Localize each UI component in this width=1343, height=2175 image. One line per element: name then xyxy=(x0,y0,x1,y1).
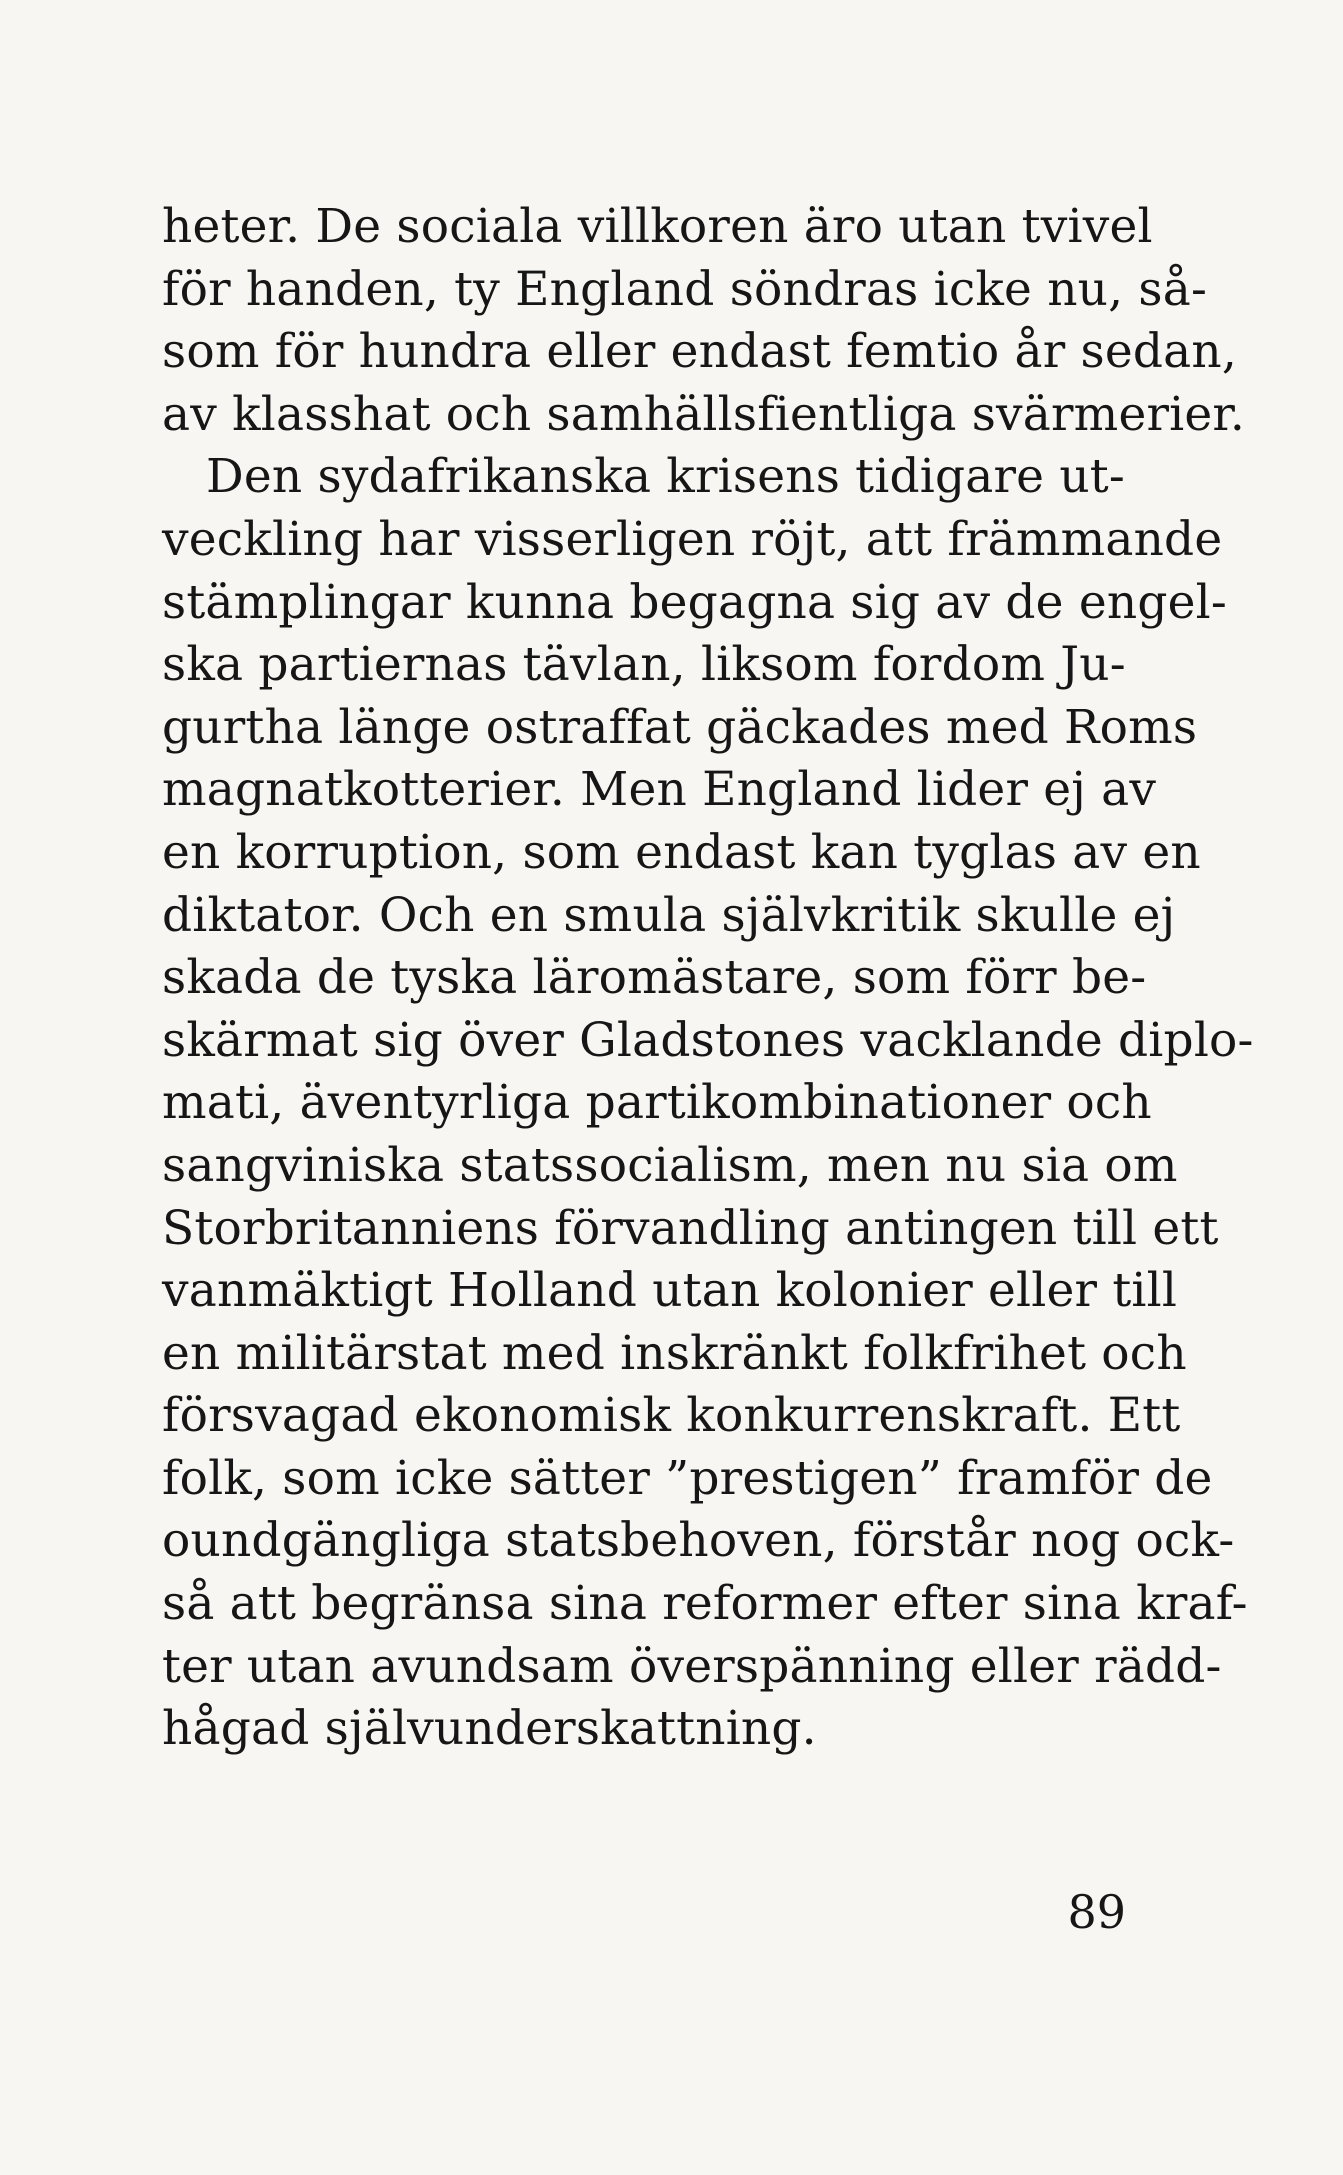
text-line: heter. De sociala villkoren äro utan tvivel xyxy=(162,199,1153,254)
text-line: folk, som icke sätter ”prestigen” framför de xyxy=(162,1450,1213,1506)
text-line: Storbritanniens förvandling antingen till ett xyxy=(162,1200,1219,1256)
text-line: för handen, ty England söndras icke nu, så- xyxy=(162,261,1208,317)
text-line: sangviniska statssocialism, men nu sia om xyxy=(162,1137,1178,1193)
text-line: skärmat sig över Gladstones vacklande diplo- xyxy=(162,1012,1254,1068)
text-line: försvagad ekonomisk konkurrenskraft. Ett xyxy=(162,1388,1181,1444)
text-line: så att begränsa sina reformer efter sina kraf- xyxy=(162,1576,1248,1632)
text-line: mati, äventyrliga partikombinationer och xyxy=(162,1075,1152,1131)
text-line: ska partiernas tävlan, liksom fordom Ju- xyxy=(162,637,1126,693)
text-line: diktator. Och en smula självkritik skulle ej xyxy=(162,887,1176,943)
text-line: av klasshat och samhällsfientliga svärmerier. xyxy=(162,386,1246,442)
text-line: veckling har visserligen röjt, att främmande xyxy=(162,511,1223,567)
text-line: oundgängliga statsbehoven, förstår nog ock- xyxy=(162,1513,1235,1569)
text-line: stämplingar kunna begagna sig av de engel- xyxy=(162,574,1227,630)
page-number: 89 xyxy=(1067,1885,1126,1939)
text-line: en korruption, som endast kan tyglas av en xyxy=(162,824,1201,880)
text-line: Den sydafrikanska krisens tidigare ut- xyxy=(206,449,1125,505)
body-text xyxy=(162,196,1254,1761)
text-line: vanmäktigt Holland utan kolonier eller till xyxy=(162,1263,1178,1319)
text-line: magnatkotterier. Men England lider ej av xyxy=(162,762,1157,818)
text-line: hågad självunderskattning. xyxy=(162,1701,817,1757)
text-line: en militärstat med inskränkt folkfrihet och xyxy=(162,1325,1187,1381)
text-line: som för hundra eller endast femtio år sedan, xyxy=(162,324,1237,380)
text-line: gurtha länge ostraffat gäckades med Roms xyxy=(162,699,1198,755)
text-line: ter utan avundsam överspänning eller rädd- xyxy=(162,1638,1222,1694)
text-line: skada de tyska läromästare, som förr be- xyxy=(162,950,1147,1006)
